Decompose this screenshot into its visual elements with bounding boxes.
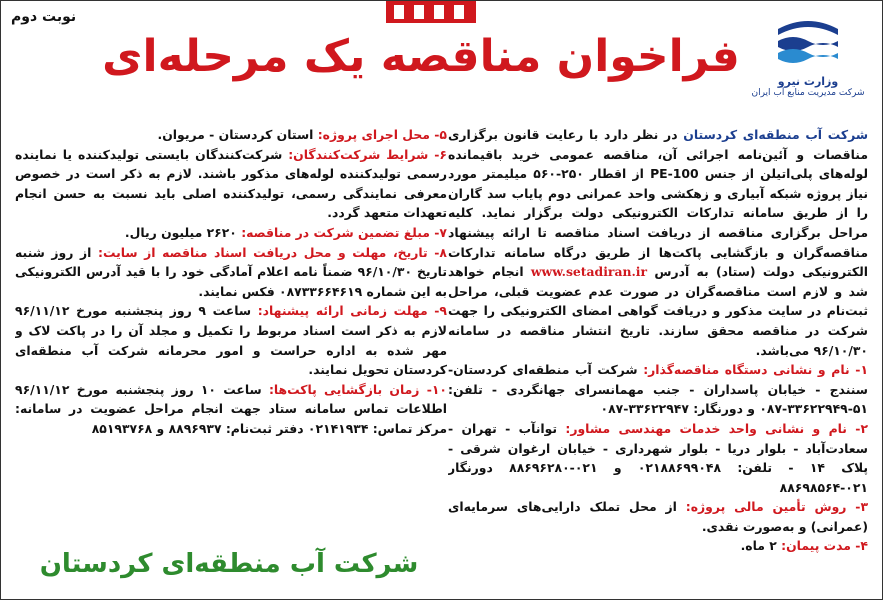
item-text: ۲۶۲۰ میلیون ریال. (124, 224, 242, 240)
item-text: شرکت‌کنندگان بایستی تولیدکننده یا نماینده رسمی تولیدکننده لوله‌های مذکور باشند. لازم به ذکر است در خصوص معرفی نمایندگی رسمی، تولیدکننده اصلی باید نسبت به حسن انجام تعهدات متعهد گردد. (15, 146, 447, 221)
item-text: ۲ ماه. (740, 538, 782, 554)
logo-line2: شرکت مدیریت منابع آب ایران (751, 88, 865, 98)
list-item (448, 536, 868, 556)
company-name: شرکت آب منطقه‌ای کردستان (683, 127, 868, 142)
item-label: ۱۰- زمان بازگشایی پاکت‌ها: (268, 381, 447, 397)
list-item (448, 497, 868, 536)
list-item (448, 419, 868, 497)
item-text: توانآب - تهران - سعادت‌آباد - بلوار دریا - بلوار شهرداری - خیابان ارغوان شرقی - پلاک ۱۴ - تلفن: ۰۲۱۸۸۶۹۹۰۴۸ و ۰۲۱-۸۸۶۹۶۲۸۰ دورنگار ۰۲۱-۸۸۶۹۸۵۶۴ (448, 420, 868, 495)
item-text: از محل تملک دارایی‌های سرمایه‌ای (عمرانی) و به‌صورت نقدی. (448, 499, 868, 534)
intro-text-2: انجام خواهد شد و لازم است مناقصه‌گران در صورت عدم عضویت قبلی، مراحل ثبت‌نام در سایت مذکور و دریافت گواهی امضای الکترونیکی را جهت شرکت در مناقصه محقق سازند. تاریخ انتشار مناقصه در سامانه ۹۶/۱۰/۳۰ می‌باشد. (448, 264, 868, 358)
list-item (15, 223, 447, 243)
item-label: ۷- مبلغ تضمین شرکت در مناقصه: (241, 224, 447, 240)
page-title: فراخوان مناقصه یک مرحله‌ای (102, 31, 740, 82)
item-text: شرکت آب منطقه‌ای کردستان- سنندج - خیابان پاسداران - جنب مهمانسرای جهانگردی - تلفن: ۵۱-۳۳۶۲۲۹۴۹-۰۸۷ و دورنگار: ۳۳۶۲۲۹۴۷-۰۸۷ (448, 362, 868, 417)
list-item (15, 243, 447, 302)
logo-line1: وزارت نیرو (777, 75, 839, 88)
item-label: ۳- روش تأمین مالی پروژه: (685, 499, 868, 515)
item-text: از روز شنبه تاریخ ۹۶/۱۰/۳۰ ضمناً نامه اعلام آمادگی خود را با قید آدرس الکترونیکی به این شماره ۰۸۷۳۳۶۶۴۶۱۹ فکس نمایند. (15, 244, 447, 299)
right-column (448, 125, 868, 595)
list-item (15, 145, 447, 223)
item-label: ۱- نام و نشانی دستگاه مناقصه‌گذار: (643, 362, 868, 378)
decorative-header-graphic (386, 1, 476, 23)
item-label: ۶- شرایط شرکت‌کنندگان: (288, 146, 447, 162)
list-item (15, 380, 447, 439)
item-label: ۸- تاریخ، مهلت و محل دریافت اسناد مناقصه از سایت: (98, 244, 447, 260)
intro-paragraph (448, 125, 868, 360)
item-label: ۲- نام و نشانی واحد خدمات مهندسی مشاور: (565, 420, 868, 436)
item-text: ساعت ۱۰ روز پنجشنبه مورخ ۹۶/۱۱/۱۲ اطلاعات تماس سامانه ستاد جهت انجام مراحل عضویت در سامانه: مرکز تماس: ۰۲۱۴۱۹۳۴ دفتر ثبت‌نام: ۸۸۹۶۹۳۷ و ۸۵۱۹۳۷۶۸ (15, 381, 447, 436)
intro-text-1: در نظر دارد با رعایت قانون برگزاری مناقصات و آئین‌نامه اجرائی آن، مناقصه عمومی خرید باقیمانده لوله‌های پلی‌اتیلن از جنس PE-100 از اقطار ۲۵۰-۵۶۰ میلیمتر مورد نیاز پروژه شبکه آبیاری و زهکشی واحد عمرانی دوم پایاب سد گاران را از طریق سامانه تدارکات الکترونیکی دولت برگزار نماید. کلیه مراحل برگزاری مناقصه از دریافت اسناد مناقصه تا ارائه پیشنهاد مناقصه‌گران و بازگشایی پاکت‌ها از طریق درگاه سامانه تدارکات الکترونیکی دولت (ستاد) به آدرس (448, 127, 868, 280)
item-label: ۹- مهلت زمانی ارائه پیشنهاد: (257, 303, 447, 319)
item-label: ۴- مدت پیمان: (781, 538, 868, 554)
round-label: نوبت دوم (11, 9, 77, 25)
left-column (15, 125, 447, 545)
ministry-logo (748, 15, 868, 115)
list-item (15, 125, 447, 145)
item-label: ۵- محل اجرای پروژه: (317, 127, 447, 142)
list-item (15, 301, 447, 379)
list-item (448, 360, 868, 419)
item-text: استان کردستان - مریوان. (157, 127, 318, 142)
item-text: ساعت ۹ روز پنجشنبه مورخ ۹۶/۱۱/۱۲ لازم به ذکر است اسناد مربوط را تکمیل و مجلد آن را در پاکت لاک و مهر شده به اداره حراست و امور محرمانه شرکت آب منطقه‌ای کردستان تحویل نمایند. (15, 303, 447, 378)
footer-company-name: شرکت آب منطقه‌ای کردستان (39, 549, 419, 579)
water-logo-icon (773, 15, 843, 69)
setad-url[interactable]: www.setadiran.ir (530, 264, 648, 280)
